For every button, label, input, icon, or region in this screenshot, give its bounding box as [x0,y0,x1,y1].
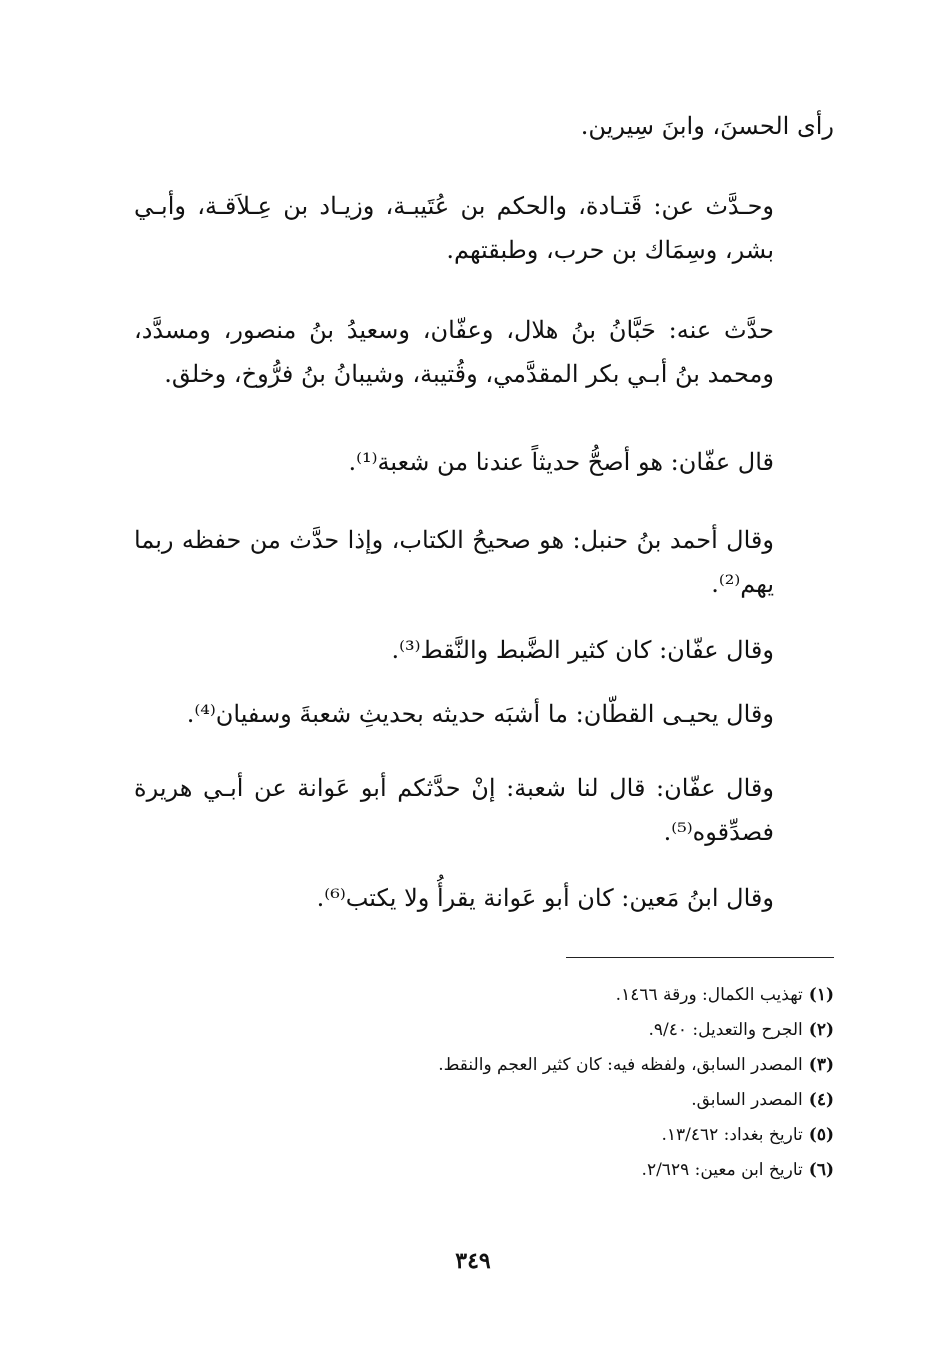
footnote-text: تاريخ بغداد: ١٣/٤٦٢. [661,1125,803,1145]
footnote-number: (٢) [808,1020,834,1040]
paragraph-3: حدَّث عنه: حَبَّانُ بنُ هلال، وعفّان، وسعيدُ بنُ منصور، ومسدَّد، ومحمد بنُ أبـي بكر المقدَّمي، وقُتيبة، وشيبانُ بنُ فرُّوخ، وخلق. [134,316,774,388]
page-number: ٣٤٩ [455,1248,491,1274]
paragraph-2: وحـدَّث عن: قَتـادة، والحكم بن عُتَيبـة، وزيـاد بن عِـلاَقـة، وأبـي بشر، وسِمَاك بن حرب، وطبقتهم. [134,192,774,264]
footnote-4 [134,1083,834,1118]
footnote-text: المصدر السابق، ولفظه فيه: كان كثير العجم والنقط. [438,1055,803,1075]
footnote-1 [134,978,834,1013]
footnote-text: المصدر السابق. [691,1090,803,1110]
paragraph-6: وقال عفّان: كان كثير الضَّبط والنَّقط⁽³⁾. [391,636,774,664]
footnote-number: (٣) [808,1055,834,1075]
footnote-number: (٤) [808,1090,834,1110]
footnote-number: (١) [808,985,834,1005]
paragraph-4: قال عفّان: هو أصحُّ حديثاً عندنا من شعبة⁽¹⁾. [348,448,774,476]
paragraph-8: وقال عفّان: قال لنا شعبة: إنْ حدَّثكم أبو عَوانة عن أبـي هريرة فصدِّقوه⁽⁵⁾. [134,774,774,846]
footnote-6 [134,1153,834,1188]
footnote-text: الجرح والتعديل: ٩/٤٠. [648,1020,803,1040]
footnote-text: تهذيب الكمال: ورقة ١٤٦٦. [615,985,803,1005]
paragraph-1: رأى الحسنَ، وابنَ سِيرين. [580,112,834,140]
paragraph-5: وقال أحمد بنُ حنبل: هو صحيحُ الكتاب، وإذا حدَّث من حفظه ربما يهم⁽²⁾. [134,526,774,598]
paragraph-7: وقال يحيـى القطّان: ما أشبَه حديثه بحديثِ شعبةَ وسفيان⁽⁴⁾. [186,700,774,728]
footnote-number: (٦) [808,1160,834,1180]
footnote-number: (٥) [808,1125,834,1145]
footnote-5 [134,1118,834,1153]
footnotes [134,978,834,1188]
footnote-text: تاريخ ابن معين: ٢/٦٢٩. [641,1160,803,1180]
footnote-separator [566,957,834,958]
footnote-3 [134,1048,834,1083]
footnote-2 [134,1013,834,1048]
paragraph-9: وقال ابنُ مَعين: كان أبو عَوانة يقرأُ ولا يكتب⁽⁶⁾. [316,884,774,912]
